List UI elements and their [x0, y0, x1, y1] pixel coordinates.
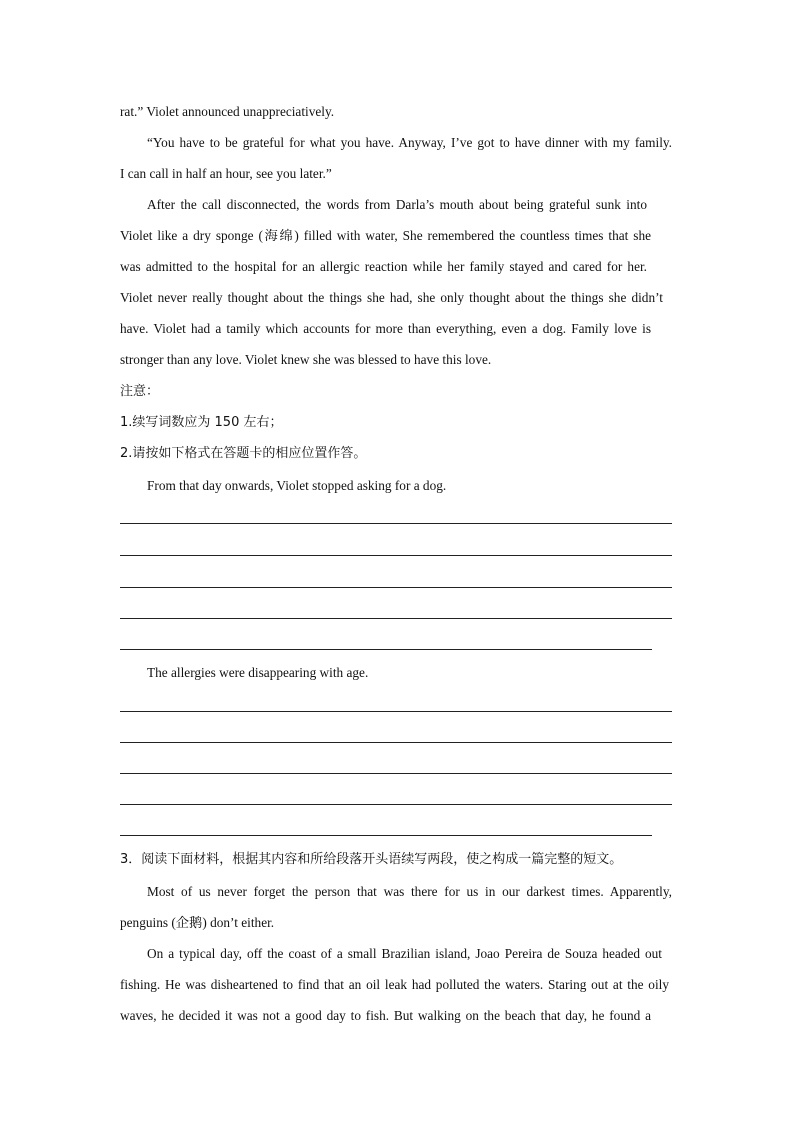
story-line-9: stronger than any love. Violet knew she was blessed to have this love. [120, 352, 492, 367]
story-line-8: have. Violet had a tamily which accounts for more than everything, even a dog. Family love is [120, 321, 651, 336]
story-line-4: After the call disconnected, the words from Darla’s mouth about being grateful sunk into [147, 197, 647, 212]
question-3-line-5: waves, he decided it was not a good day to fish. But walking on the beach that day, he found a [120, 1008, 651, 1023]
paragraph-prompt-1: From that day onwards, Violet stopped asking for a dog. [147, 478, 447, 493]
question-3-line-4: fishing. He was disheartened to find that an oil leak had polluted the waters. Staring out at the oily [120, 977, 669, 992]
answer-line [120, 555, 672, 556]
notes-heading: 注意： [120, 384, 160, 399]
story-line-5: Violet like a dry sponge (海绵) filled with water, She remembered the countless times that she [120, 228, 651, 243]
answer-line [120, 804, 672, 805]
answer-line [120, 587, 672, 588]
answer-line [120, 649, 652, 650]
answer-line [120, 711, 672, 712]
notes-item-2: 2.请按如下格式在答题卡的相应位置作答。 [120, 446, 367, 461]
question-3-line-3: On a typical day, off the coast of a small Brazilian island, Joao Pereira de Souza headed out [147, 946, 662, 961]
answer-line [120, 835, 652, 836]
answer-line [120, 618, 672, 619]
question-3-line-1: Most of us never forget the person that was there for us in our darkest times. Apparently, [147, 884, 672, 899]
answer-line [120, 773, 672, 774]
question-3-instruction: 3．阅读下面材料，根据其内容和所给段落开头语续写两段，使之构成一篇完整的短文。 [120, 852, 623, 867]
notes-item-1: 1.续写词数应为 150 左右； [120, 415, 283, 430]
story-line-1: rat.” Violet announced unappreciatively. [120, 104, 335, 119]
paragraph-prompt-2: The allergies were disappearing with age. [147, 665, 369, 680]
story-line-6: was admitted to the hospital for an allergic reaction while her family stayed and cared for her. [120, 259, 647, 274]
story-line-2: “You have to be grateful for what you have. Anyway, I’ve got to have dinner with my family. [147, 135, 672, 150]
answer-line [120, 523, 672, 524]
story-line-3: I can call in half an hour, see you later.” [120, 166, 332, 181]
story-line-7: Violet never really thought about the things she had, she only thought about the things she didn’t [120, 290, 663, 305]
question-3-line-2: penguins (企鹅) don’t either. [120, 915, 275, 930]
answer-line [120, 742, 672, 743]
